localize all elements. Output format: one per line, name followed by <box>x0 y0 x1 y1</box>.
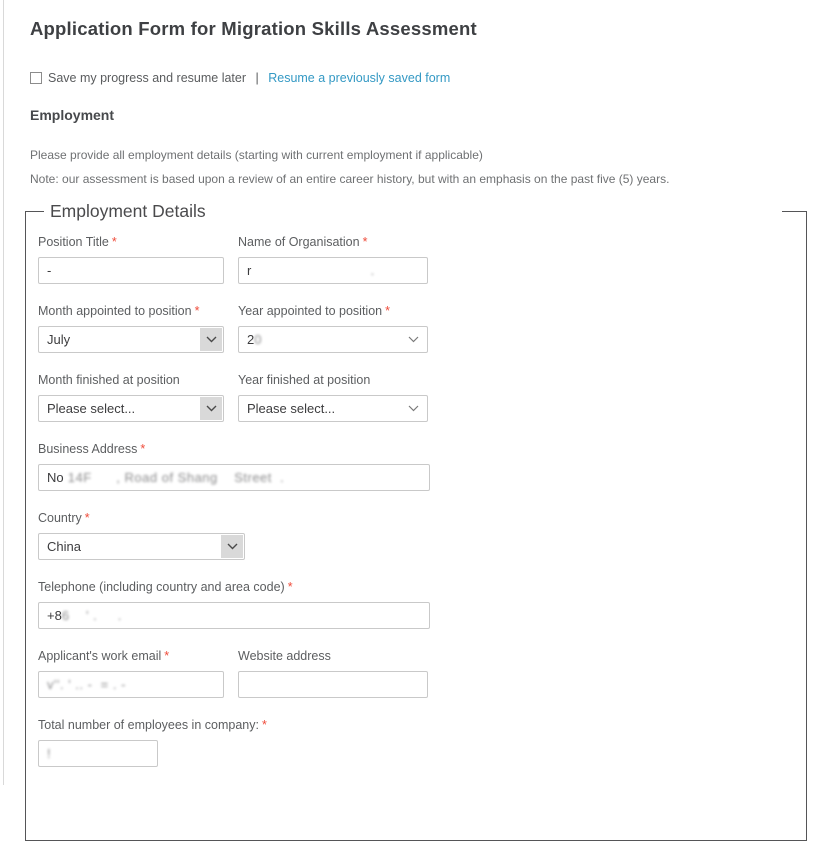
business-address-label: Business Address * <box>38 442 146 456</box>
required-asterisk: * <box>111 235 117 249</box>
chevron-down-icon <box>200 397 222 420</box>
save-progress-checkbox[interactable] <box>30 72 42 84</box>
save-resume-separator: | <box>252 71 263 85</box>
website-label: Website address <box>238 649 331 663</box>
website-input[interactable] <box>238 671 428 698</box>
telephone-label: Telephone (including country and area code) * <box>38 580 293 594</box>
month-finished-select[interactable] <box>38 395 224 422</box>
chevron-down-icon <box>405 397 421 420</box>
save-progress-row <box>30 71 807 85</box>
year-appointed-select[interactable] <box>238 326 428 353</box>
position-title-value: - <box>47 263 52 278</box>
required-asterisk: * <box>362 235 368 249</box>
employment-section-heading: Employment <box>30 107 115 123</box>
chevron-down-icon <box>200 328 222 351</box>
required-asterisk: * <box>164 649 170 663</box>
year-finished-field <box>238 373 428 422</box>
year-finished-label: Year finished at position <box>238 373 371 387</box>
resume-saved-form-link[interactable]: Resume a previously saved form <box>268 71 451 85</box>
telephone-field <box>38 580 430 629</box>
month-finished-label: Month finished at position <box>38 373 180 387</box>
year-appointed-label: Year appointed to position * <box>238 304 390 318</box>
work-email-label: Applicant's work email * <box>38 649 170 663</box>
telephone-redacted-text: 6 ' . . <box>61 608 122 623</box>
organisation-input[interactable] <box>238 257 428 284</box>
employment-intro <box>30 148 807 186</box>
year-appointed-redacted-text: 0 <box>254 332 262 347</box>
year-appointed-value: 2 <box>247 332 255 347</box>
work-email-redacted-text: v''. ' .. - = . - <box>47 677 126 692</box>
year-finished-select[interactable] <box>238 395 428 422</box>
country-field <box>38 511 245 560</box>
business-address-input[interactable] <box>38 464 430 491</box>
country-value: China <box>47 539 81 554</box>
page-left-border <box>3 0 4 785</box>
employment-details-fieldset <box>25 201 807 841</box>
employment-details-legend: Employment Details <box>50 201 206 221</box>
total-employees-label: Total number of employees in company: * <box>38 718 267 732</box>
work-email-input[interactable] <box>38 671 224 698</box>
month-finished-field <box>38 373 224 422</box>
employment-intro-line-2: Note: our assessment is based upon a review of an entire career history, but with an emphasis on the past five (5) years. <box>30 172 670 186</box>
organisation-redacted-text: . <box>251 263 375 278</box>
telephone-input[interactable] <box>38 602 430 629</box>
organisation-field <box>238 235 428 284</box>
save-progress-label: Save my progress and resume later <box>48 71 247 85</box>
month-appointed-select[interactable] <box>38 326 224 353</box>
organisation-value: r <box>247 263 252 278</box>
required-asterisk: * <box>261 718 267 732</box>
row-appointed <box>38 304 806 353</box>
position-title-field <box>38 235 224 284</box>
year-appointed-field <box>238 304 428 353</box>
required-asterisk: * <box>287 580 293 594</box>
required-asterisk: * <box>84 511 90 525</box>
required-asterisk: * <box>194 304 200 318</box>
month-appointed-value: July <box>47 332 71 347</box>
business-address-value: No <box>47 470 64 485</box>
chevron-down-icon <box>221 535 243 558</box>
row-total-employees <box>38 718 806 767</box>
row-email-website <box>38 649 806 698</box>
row-country <box>38 511 806 560</box>
row-finished <box>38 373 806 422</box>
page-title: Application Form for Migration Skills Assessment <box>30 18 477 39</box>
row-business-address <box>38 442 806 491</box>
country-select[interactable] <box>38 533 245 560</box>
telephone-value: +8 <box>47 608 62 623</box>
month-appointed-field <box>38 304 224 353</box>
country-label: Country * <box>38 511 90 525</box>
total-employees-redacted-text: ! <box>47 746 52 761</box>
website-field <box>238 649 428 698</box>
total-employees-input[interactable] <box>38 740 158 767</box>
business-address-field <box>38 442 430 491</box>
total-employees-field <box>38 718 267 767</box>
organisation-label: Name of Organisation * <box>238 235 368 249</box>
year-finished-value: Please select... <box>247 401 336 416</box>
employment-intro-line-1: Please provide all employment details (starting with current employment if applicable) <box>30 148 483 162</box>
business-address-redacted-text: 14F , Road of Shang Street . <box>63 470 285 485</box>
position-title-label: Position Title * <box>38 235 117 249</box>
position-title-input[interactable] <box>38 257 224 284</box>
required-asterisk: * <box>140 442 146 456</box>
row-position-organisation <box>38 235 806 284</box>
month-appointed-label: Month appointed to position * <box>38 304 200 318</box>
work-email-field <box>38 649 224 698</box>
month-finished-value: Please select... <box>47 401 136 416</box>
required-asterisk: * <box>385 304 390 318</box>
row-telephone <box>38 580 806 629</box>
chevron-down-icon <box>405 328 421 351</box>
